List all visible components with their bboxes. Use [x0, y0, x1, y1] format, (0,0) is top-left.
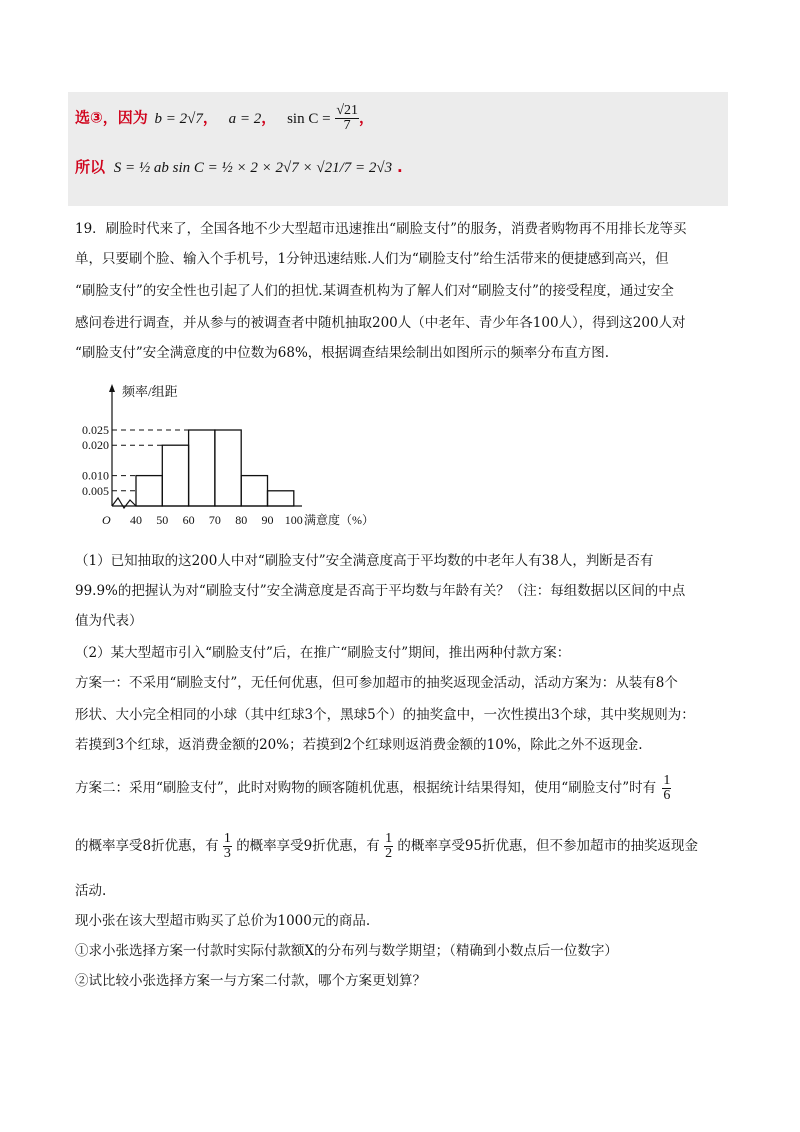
- histogram-bar: [189, 430, 215, 506]
- y-axis-arrow: [109, 384, 115, 392]
- fraction-one-sixth: $\frac{1}{6}$: [663, 773, 671, 803]
- y-tick-label: 0.025: [82, 423, 109, 437]
- histogram-bar: [215, 430, 241, 506]
- x-tick-label: 50: [156, 513, 169, 527]
- sin-lhs: sin C =: [287, 110, 331, 127]
- sin-fraction: $\frac{√21}{7}$: [336, 103, 359, 133]
- y-tick-label: 0.010: [82, 468, 109, 483]
- solution-line-1: 选③，因为 b = 2√7， a = 2， sin C = $\frac{√21}{7}$ ，: [75, 103, 375, 133]
- area-expression: S = ½ ab sin C = ½ × 2 × 2√7 × √21/7 = 2√3: [113, 160, 393, 176]
- question-1-line-1: （1）已知抽取的这200人中对“刷脸支付”安全满意度高于平均数的中老年人有38人，判断是否有: [75, 553, 654, 569]
- problem-line-4: 感问卷进行调查，并从参与的被调查者中随机抽取200人（中老年、青少年各100人），得到这200人对: [75, 315, 686, 331]
- fraction-one-third: $\frac{1}{3}$: [223, 831, 231, 861]
- origin-label: O: [102, 513, 111, 527]
- x-tick-label: 70: [208, 513, 221, 527]
- plan-1-line-2: 形状、大小完全相同的小球（其中红球3个，黑球5个）的抽奖盒中，一次性摸出3个球，其中奖规则为：: [75, 707, 695, 723]
- problem-line-2: 单，只要刷个脸、输入个手机号，1分钟迅速结账.人们为“刷脸支付”给生活带来的便捷感到高兴，但: [75, 251, 669, 267]
- x-tick-label: 100: [284, 513, 303, 527]
- sub-question-1: ①求小张选择方案一付款时实际付款额X的分布列与数学期望；（精确到小数点后一位数字）: [75, 943, 618, 959]
- x-tick-label: 80: [235, 513, 248, 527]
- problem-line-3: “刷脸支付”的安全性也引起了人们的担忧.某调查机构为了解人们对“刷脸支付”的接受程度，通过安全: [75, 283, 674, 299]
- plan-2-line-2: 的概率享受8折优惠，有 $\frac{1}{3}$ 的概率享受9折优惠，有 $\frac{1}{2}$ 的概率享受95折优惠，但不参加超市的抽奖返现金: [75, 831, 699, 861]
- histogram-bar: [241, 476, 267, 506]
- solution-line-2: 所以 S = ½ ab sin C = ½ × 2 × 2√7 × √21/7 = 2√3 .: [75, 158, 403, 176]
- question-1-line-2: 99.9%的把握认为对“刷脸支付”安全满意度是否高于平均数与年龄有关？（注：每组数据以区间的中点: [75, 583, 686, 599]
- histogram-bar: [162, 445, 188, 506]
- x-tick-label: 90: [261, 513, 274, 527]
- y-tick-label: 0.020: [82, 438, 109, 453]
- question-2-line-1: （2）某大型超市引入“刷脸支付”后，在推广“刷脸支付”期间，推出两种付款方案：: [75, 645, 571, 661]
- histogram-bar: [268, 491, 294, 506]
- plan-1-line-3: 若摸到3个红球，返消费金额的20%；若摸到2个红球则返消费金额的10%，除此之外不返现金.: [75, 737, 643, 753]
- y-axis-title: 频率/组距: [122, 384, 178, 399]
- histogram-bar: [136, 476, 162, 506]
- plan-2-line-1: 方案二：采用“刷脸支付”，此时对购物的顾客随机优惠，根据统计结果得知，使用“刷脸支付”时有 $\frac{1}{6}$: [75, 773, 671, 803]
- plan-2-line-3: 活动.: [75, 883, 107, 899]
- frequency-histogram: [70, 380, 430, 540]
- x-tick-label: 60: [182, 513, 195, 527]
- y-tick-label: 0.005: [82, 483, 109, 498]
- solution-so: 所以: [75, 158, 106, 176]
- plan-1-line-1: 方案一：不采用“刷脸支付”，无任何优惠，但可参加超市的抽奖返现金活动，活动方案为：从装有8个: [75, 675, 678, 691]
- sub-question-2: ②试比较小张选择方案一与方案二付款，哪个方案更划算？: [75, 973, 426, 989]
- fraction-one-half: $\frac{1}{2}$: [385, 831, 393, 861]
- problem-line-1: 19．刷脸时代来了，全国各地不少大型超市迅速推出“刷脸支付”的服务，消费者购物再不用排长龙等买: [75, 221, 687, 237]
- a-equation: a = 2: [228, 110, 262, 127]
- solution-lead: 选③，因为: [75, 108, 148, 127]
- question-1-line-3: 值为代表）: [75, 613, 143, 629]
- now-line: 现小张在该大型超市购买了总价为1000元的商品.: [75, 913, 371, 929]
- b-equation: b = 2√7: [154, 110, 203, 127]
- x-tick-label: 40: [130, 513, 142, 527]
- problem-line-5: “刷脸支付”安全满意度的中位数为68%，根据调查结果绘制出如图所示的频率分布直方图.: [75, 345, 610, 361]
- x-axis-title: 满意度（%）: [304, 513, 374, 527]
